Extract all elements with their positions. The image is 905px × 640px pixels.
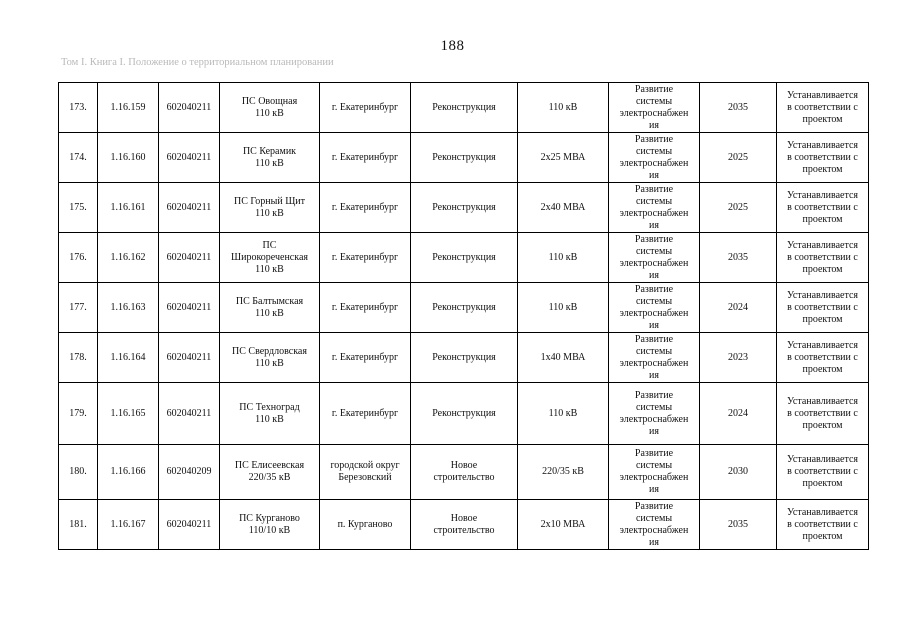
cell-object-name: ПС Техноград 110 кВ	[220, 383, 320, 445]
cell-purpose: Развитие системы электроснабжен ия	[609, 283, 700, 333]
cell-year: 2030	[700, 445, 777, 500]
table-row	[59, 500, 869, 550]
cell-capacity: 2х25 МВА	[518, 133, 609, 183]
cell-code: 1.16.165	[98, 383, 159, 445]
cell-oktmo: 602040211	[159, 133, 220, 183]
cell-zone: Устанавливается в соответствии с проектом	[777, 500, 869, 550]
cell-year: 2024	[700, 283, 777, 333]
cell-object-name: ПС Горный Щит 110 кВ	[220, 183, 320, 233]
cell-year: 2035	[700, 233, 777, 283]
table-row	[59, 133, 869, 183]
cell-capacity: 110 кВ	[518, 283, 609, 333]
table-row	[59, 83, 869, 133]
cell-code: 1.16.164	[98, 333, 159, 383]
table-row	[59, 333, 869, 383]
cell-work-type: Реконструкция	[411, 383, 518, 445]
cell-oktmo: 602040211	[159, 500, 220, 550]
cell-object-name: ПС Керамик 110 кВ	[220, 133, 320, 183]
cell-location: п. Курганово	[320, 500, 411, 550]
cell-row-number: 180.	[59, 445, 98, 500]
cell-purpose: Развитие системы электроснабжен ия	[609, 183, 700, 233]
cell-purpose: Развитие системы электроснабжен ия	[609, 500, 700, 550]
cell-code: 1.16.162	[98, 233, 159, 283]
cell-purpose: Развитие системы электроснабжен ия	[609, 83, 700, 133]
cell-location: г. Екатеринбург	[320, 283, 411, 333]
cell-object-name: ПС Курганово 110/10 кВ	[220, 500, 320, 550]
cell-purpose: Развитие системы электроснабжен ия	[609, 233, 700, 283]
cell-capacity: 220/35 кВ	[518, 445, 609, 500]
cell-zone: Устанавливается в соответствии с проектом	[777, 445, 869, 500]
cell-oktmo: 602040211	[159, 183, 220, 233]
cell-location: г. Екатеринбург	[320, 383, 411, 445]
table-body	[59, 83, 869, 550]
cell-oktmo: 602040211	[159, 383, 220, 445]
cell-location: г. Екатеринбург	[320, 183, 411, 233]
cell-capacity: 110 кВ	[518, 83, 609, 133]
cell-oktmo: 602040209	[159, 445, 220, 500]
cell-capacity: 2х40 МВА	[518, 183, 609, 233]
table-row	[59, 383, 869, 445]
facilities-table	[58, 82, 869, 550]
cell-code: 1.16.167	[98, 500, 159, 550]
cell-code: 1.16.160	[98, 133, 159, 183]
cell-row-number: 176.	[59, 233, 98, 283]
table-row	[59, 445, 869, 500]
cell-year: 2035	[700, 500, 777, 550]
cell-object-name: ПС Широкореченская 110 кВ	[220, 233, 320, 283]
cell-work-type: Реконструкция	[411, 233, 518, 283]
cell-purpose: Развитие системы электроснабжен ия	[609, 383, 700, 445]
cell-work-type: Реконструкция	[411, 283, 518, 333]
cell-year: 2023	[700, 333, 777, 383]
cell-code: 1.16.161	[98, 183, 159, 233]
cell-object-name: ПС Балтымская 110 кВ	[220, 283, 320, 333]
cell-code: 1.16.166	[98, 445, 159, 500]
running-header: Том I. Книга I. Положение о территориальном планировании	[61, 57, 334, 68]
cell-year: 2024	[700, 383, 777, 445]
cell-location: г. Екатеринбург	[320, 83, 411, 133]
cell-zone: Устанавливается в соответствии с проектом	[777, 333, 869, 383]
cell-work-type: Новое строительство	[411, 445, 518, 500]
cell-purpose: Развитие системы электроснабжен ия	[609, 445, 700, 500]
cell-oktmo: 602040211	[159, 333, 220, 383]
cell-row-number: 178.	[59, 333, 98, 383]
cell-capacity: 2х10 МВА	[518, 500, 609, 550]
page-number: 188	[440, 38, 465, 54]
cell-zone: Устанавливается в соответствии с проектом	[777, 133, 869, 183]
cell-location: г. Екатеринбург	[320, 133, 411, 183]
cell-code: 1.16.159	[98, 83, 159, 133]
cell-work-type: Реконструкция	[411, 133, 518, 183]
cell-year: 2035	[700, 83, 777, 133]
cell-row-number: 179.	[59, 383, 98, 445]
cell-year: 2025	[700, 133, 777, 183]
cell-capacity: 110 кВ	[518, 233, 609, 283]
cell-code: 1.16.163	[98, 283, 159, 333]
cell-row-number: 181.	[59, 500, 98, 550]
table-row	[59, 233, 869, 283]
cell-purpose: Развитие системы электроснабжен ия	[609, 133, 700, 183]
cell-location: г. Екатеринбург	[320, 333, 411, 383]
cell-object-name: ПС Овощная 110 кВ	[220, 83, 320, 133]
cell-work-type: Реконструкция	[411, 83, 518, 133]
cell-oktmo: 602040211	[159, 233, 220, 283]
cell-year: 2025	[700, 183, 777, 233]
cell-oktmo: 602040211	[159, 83, 220, 133]
cell-row-number: 173.	[59, 83, 98, 133]
cell-oktmo: 602040211	[159, 283, 220, 333]
cell-work-type: Новое строительство	[411, 500, 518, 550]
cell-row-number: 177.	[59, 283, 98, 333]
cell-object-name: ПС Свердловская 110 кВ	[220, 333, 320, 383]
cell-zone: Устанавливается в соответствии с проектом	[777, 283, 869, 333]
cell-work-type: Реконструкция	[411, 183, 518, 233]
cell-capacity: 1х40 МВА	[518, 333, 609, 383]
cell-capacity: 110 кВ	[518, 383, 609, 445]
cell-purpose: Развитие системы электроснабжен ия	[609, 333, 700, 383]
cell-row-number: 174.	[59, 133, 98, 183]
table-row	[59, 283, 869, 333]
cell-location: г. Екатеринбург	[320, 233, 411, 283]
cell-object-name: ПС Елисеевская 220/35 кВ	[220, 445, 320, 500]
cell-work-type: Реконструкция	[411, 333, 518, 383]
table-row	[59, 183, 869, 233]
cell-location: городской округ Березовский	[320, 445, 411, 500]
cell-zone: Устанавливается в соответствии с проектом	[777, 83, 869, 133]
cell-zone: Устанавливается в соответствии с проектом	[777, 233, 869, 283]
cell-zone: Устанавливается в соответствии с проектом	[777, 383, 869, 445]
cell-row-number: 175.	[59, 183, 98, 233]
cell-zone: Устанавливается в соответствии с проектом	[777, 183, 869, 233]
